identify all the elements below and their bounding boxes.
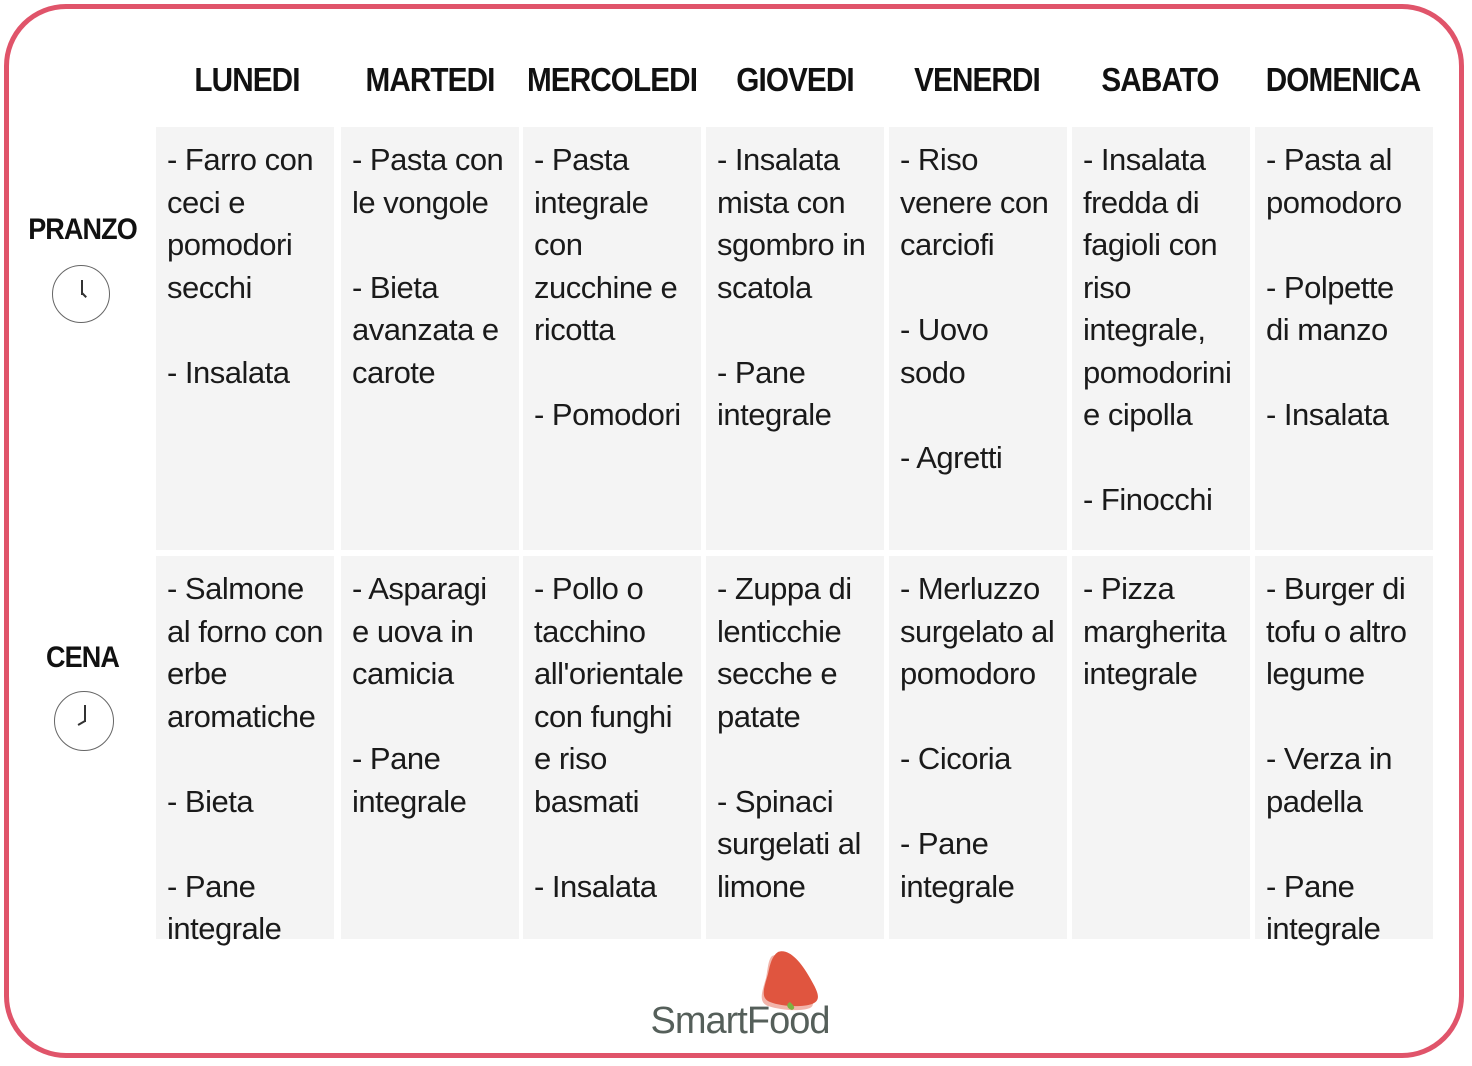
pranzo-cell-venerdi [889,127,1067,550]
cena-cell-domenica [1255,556,1433,946]
menu-item: - Spinaci surgelati al limone [717,783,861,904]
menu-item: - Riso venere con carciofi [900,142,1049,262]
menu-item: - Cicoria [900,741,1011,776]
menu-item: - Farro con ceci e pomodori secchi [167,142,314,305]
menu-item: - Bieta avanzata e carote [352,269,499,390]
menu-item: - Pizza margherita integrale [1083,571,1227,691]
pranzo-cell-lunedi [156,127,334,550]
menu-item: - Pane integrale [1266,868,1381,946]
day-header-mercoledi: MERCOLEDI [526,61,698,98]
menu-item: - Pollo o tacchino all'orientale con funghi e riso basmati [534,571,684,819]
menu-item: - Insalata mista con sgombro in scatola [717,142,866,305]
meal-label-pranzo: PRANZO [28,213,137,246]
clock-icon [54,691,114,751]
menu-item: - Insalata fredda di fagioli con riso integrale, pomodorini e cipolla [1083,142,1232,432]
pranzo-cell-mercoledi [523,127,701,550]
pranzo-cell-domenica [1255,127,1433,550]
pranzo-cell-sabato [1072,127,1250,550]
menu-item: - Pomodori [534,397,681,432]
menu-item: - Verza in padella [1266,741,1392,819]
menu-item: - Agretti [900,439,1003,475]
cena-cell-mercoledi [523,556,701,939]
clock-icon [52,265,110,323]
cena-cell-martedi [341,556,519,939]
menu-item: - Finocchi [1083,482,1213,517]
cena-cell-lunedi [156,556,334,946]
menu-item: - Pane integrale [717,354,832,432]
day-header-giovedi: GIOVEDI [736,61,854,98]
day-header-sabato: SABATO [1101,61,1219,98]
day-header-lunedi: LUNEDI [194,61,300,98]
day-header-domenica: DOMENICA [1265,61,1421,98]
pranzo-cell-martedi [341,127,519,550]
menu-item: - Insalata [167,354,290,390]
menu-item: - Pane integrale [167,868,282,946]
menu-item: - Pasta con le vongole [352,142,504,220]
menu-item: - Pane integrale [352,741,467,819]
menu-item: - Salmone al forno con erbe aromatiche [167,571,323,734]
menu-item: - Uovo sodo [900,312,989,390]
menu-item: - Pane integrale [900,826,1015,904]
day-header-venerdi: VENERDI [914,61,1040,98]
menu-item: - Insalata [1266,397,1389,432]
menu-item: - Polpette di manzo [1266,269,1394,347]
menu-item: - Asparagi e uova in camicia [352,571,487,691]
menu-item: - Pasta al pomodoro [1266,142,1402,220]
meal-label-cena: CENA [46,641,119,674]
day-header-martedi: MARTEDI [365,61,495,98]
menu-item: - Burger di tofu o altro legume [1266,571,1407,691]
menu-item: - Bieta [167,783,254,819]
menu-item: - Merluzzo surgelato al pomodoro [900,571,1055,691]
cena-cell-giovedi [706,556,884,939]
menu-item: - Insalata [534,868,657,904]
pranzo-cell-giovedi [706,127,884,550]
menu-item: - Zuppa di lenticchie secche e patate [717,571,852,734]
cena-cell-venerdi [889,556,1067,939]
menu-item: - Pasta integrale con zucchine e ricotta [534,142,678,347]
cena-cell-sabato [1072,556,1250,939]
smartfood-logo-text: SmartFood [650,1000,830,1042]
